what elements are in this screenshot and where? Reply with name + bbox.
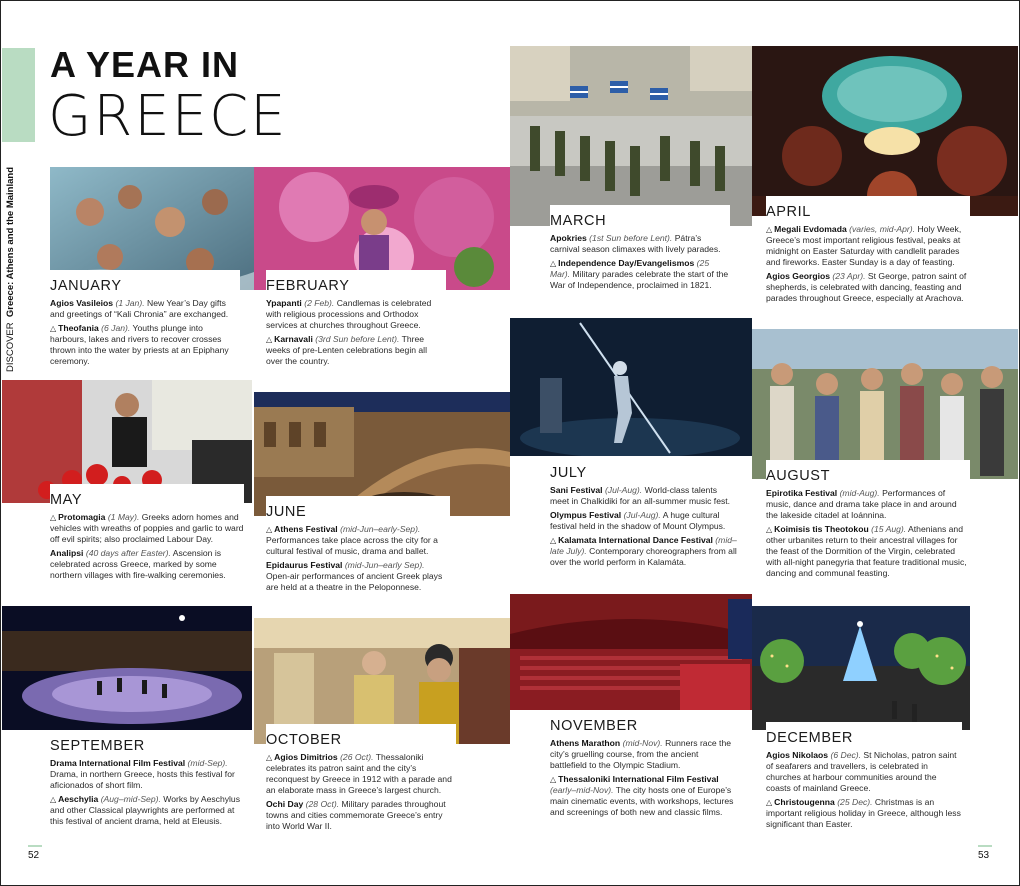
festival-name: Sani Festival: [550, 485, 603, 495]
festival-name: Drama International Film Festival: [50, 758, 186, 768]
festival-description: Youths plunge into harbours, lakes and rivers to recover crosses thrown into the water by priests at an Epiphany ceremony.: [50, 323, 229, 366]
festival-entry: [50, 548, 244, 581]
festival-entry: [766, 524, 970, 579]
festival-date: (28 Oct).: [305, 799, 340, 809]
festival-description: Military parades celebrate the start of the War of Independence, proclaimed in 1821.: [550, 269, 729, 290]
festival-description: Christmas is an important religious holiday in Greece, although less significant than Easter.: [766, 797, 961, 829]
festival-description: Performances of music, dance and drama take place in and around the lakeside citadel at Ioánnina.: [766, 488, 957, 520]
festival-date: (mid-Jun–early-Sep).: [340, 524, 421, 534]
triangle-icon: △: [50, 795, 57, 804]
festival-date: (25 Dec).: [837, 797, 873, 807]
festival-description: Drama, in northern Greece, hosts this festival for aficionados of short film.: [50, 769, 235, 790]
festival-date: (3rd Sun before Lent).: [315, 334, 400, 344]
festival-name: Agios Nikolaos: [766, 750, 829, 760]
festival-date: (varies, mid-Apr).: [849, 224, 916, 234]
festival-date: (26 Oct).: [340, 752, 374, 762]
month-february: [266, 270, 446, 370]
festival-description: Ascension is celebrated across Greece, marked by some northern villages with fire-walking ceremonies.: [50, 548, 226, 580]
month-heading: MAY: [50, 492, 83, 508]
festival-name: Kalamata International Dance Festival: [558, 535, 713, 545]
triangle-icon: △: [266, 753, 273, 762]
photo-april-easter: [752, 46, 1018, 216]
triangle-icon: △: [266, 525, 273, 534]
festival-description: Performances take place across the city for a cultural festival of music, drama and ballet.: [266, 535, 438, 556]
festival-name: Theofania: [58, 323, 99, 333]
festival-name: Megali Evdomada: [774, 224, 847, 234]
month-heading: DECEMBER: [766, 730, 853, 746]
festival-name: Olympus Festival: [550, 510, 622, 520]
month-april: [766, 196, 970, 307]
month-heading: APRIL: [766, 204, 811, 220]
festival-entry: [266, 334, 446, 367]
side-running-head: [5, 132, 16, 372]
month-december: [766, 722, 962, 833]
festival-name: Ypapanti: [266, 298, 302, 308]
side-label-region: Greece: Athens and the Mainland: [5, 167, 16, 318]
festival-name: Karnavali: [274, 334, 313, 344]
festival-description: World-class talents meet in Chalkidiki for an all-summer music fest.: [550, 485, 731, 506]
festival-entry: [550, 258, 730, 291]
festival-name: Athens Marathon: [550, 738, 621, 748]
triangle-icon: △: [766, 525, 773, 534]
title-line-1: A YEAR IN: [50, 44, 240, 85]
festival-name: Apokries: [550, 233, 587, 243]
month-heading: JULY: [550, 465, 587, 481]
festival-entry: [766, 750, 962, 794]
month-september: [50, 734, 244, 830]
festival-date: (6 Jan).: [101, 323, 131, 333]
page-number-right: 53: [978, 850, 990, 861]
festival-description: Contemporary choreographers from all over the world perform in Kalamáta.: [550, 546, 737, 567]
festival-entry: [266, 752, 456, 796]
side-label-discover: DISCOVER: [5, 322, 16, 372]
festival-entry: [550, 510, 738, 532]
festival-name: Analipsi: [50, 548, 84, 558]
festival-date: (25 Mar).: [550, 258, 710, 279]
triangle-icon: △: [766, 798, 773, 807]
festival-entry: [50, 512, 244, 545]
festival-date: (6 Dec).: [830, 750, 862, 760]
photo-november-film: [510, 594, 752, 710]
festival-date: (15 Aug).: [871, 524, 907, 534]
festival-entry: [266, 298, 446, 331]
festival-description: The city hosts one of Europe’s main cinematic events, with workshops, lectures and screenings of both new and classic films.: [550, 785, 734, 817]
title-line-2: GREECE: [48, 84, 288, 149]
festival-entry: [766, 224, 970, 268]
festival-description: St Nicholas, patron saint of seafarers and travellers, is celebrated in churches at harbour communities around the coasts of mainland Greece.: [766, 750, 957, 793]
month-heading: SEPTEMBER: [50, 738, 145, 754]
festival-entry: [550, 738, 736, 771]
month-heading: FEBRUARY: [266, 278, 350, 294]
festival-entry: [50, 794, 244, 827]
green-tab-marker: [2, 48, 35, 142]
month-march: [550, 205, 730, 294]
festival-entry: [50, 323, 240, 367]
month-october: [266, 724, 456, 835]
month-november: [550, 710, 736, 821]
festival-date: (mid-Jun–early Sep).: [344, 560, 425, 570]
festival-entry: [550, 774, 736, 818]
festival-description: Open-air performances of ancient Greek plays are held at a theatre in the Peloponnese.: [266, 571, 443, 592]
triangle-icon: △: [50, 324, 57, 333]
festival-description: A huge cultural festival held in the shadow of Mount Olympus.: [550, 510, 726, 531]
festival-entry: [266, 560, 450, 593]
festival-date: (Jul-Aug).: [604, 485, 643, 495]
month-january: [50, 270, 240, 370]
month-heading: JUNE: [266, 504, 307, 520]
festival-date: (mid-Nov).: [622, 738, 663, 748]
festival-name: Epirotika Festival: [766, 488, 838, 498]
festival-entry: [550, 535, 738, 568]
month-heading: NOVEMBER: [550, 718, 638, 734]
festival-name: Agios Georgios: [766, 271, 830, 281]
festival-name: Koimisis tis Theotokou: [774, 524, 869, 534]
festival-name: Protomagia: [58, 512, 106, 522]
month-heading: JANUARY: [50, 278, 122, 294]
festival-description: Pátra’s carnival season climaxes with lively parades.: [550, 233, 721, 254]
month-heading: MARCH: [550, 213, 607, 229]
month-heading: OCTOBER: [266, 732, 342, 748]
festival-description: Candlemas is celebrated with religious processions and Orthodox services at churches throughout Greece.: [266, 298, 432, 330]
festival-date: (23 Apr).: [832, 271, 866, 281]
triangle-icon: △: [50, 513, 57, 522]
festival-description: Athenians and other urbanites return to their ancestral villages for the feast of the Dormition of the Virgin, celebrated with all-night panegyria that feature traditional music, dancing and communal feasting.: [766, 524, 967, 578]
triangle-icon: △: [266, 335, 273, 344]
month-may: [50, 484, 244, 584]
festival-name: Christougenna: [774, 797, 835, 807]
festival-description: St George, patron saint of shepherds, is celebrated with dancing, feasting and parades throughout Greece, especially at Arachova.: [766, 271, 967, 303]
festival-entry: [550, 233, 730, 255]
festival-name: Agios Vasileios: [50, 298, 114, 308]
photo-august-dancing: [752, 329, 1018, 479]
triangle-icon: △: [766, 225, 773, 234]
festival-description: Works by Aeschylus and other Classical playwrights are performed at this festival of ancient drama, held at Eleusis.: [50, 794, 241, 826]
month-july: [550, 457, 738, 571]
festival-entry: [266, 799, 456, 832]
page-number-bar-right: [978, 845, 992, 847]
festival-description: New Year’s Day gifts and greetings of “Kali Chronia” are exchanged.: [50, 298, 229, 319]
page-number-left: 52: [28, 850, 40, 861]
festival-date: (40 days after Easter).: [85, 548, 171, 558]
festival-description: Three weeks of pre-Lenten celebrations begin all over the country.: [266, 334, 427, 366]
festival-entry: [50, 298, 240, 320]
month-heading: AUGUST: [766, 468, 831, 484]
festival-date: (mid-Aug).: [839, 488, 880, 498]
festival-date: (1 May).: [107, 512, 140, 522]
festival-description: Military parades throughout towns and cities commemorate Greece’s entry into World War II.: [266, 799, 446, 831]
page-number-bar-left: [28, 845, 42, 847]
festival-description: Runners race the city’s gruelling course, from the ancient battlefield to the Olympic Stadium.: [550, 738, 731, 770]
festival-description: Holy Week, Greece’s most important religious festival, peaks at midnight on Easter Saturday with candlelit parades and fireworks. Easter Sunday is a day of feasting.: [766, 224, 962, 267]
festival-entry: [266, 524, 450, 557]
photo-march-parade: [510, 46, 752, 226]
festival-date: (Jul-Aug).: [623, 510, 661, 520]
festival-name: Thessaloniki International Film Festival: [558, 774, 719, 784]
festival-entry: [766, 271, 970, 304]
photo-december-christmas: [752, 606, 970, 730]
festival-date: (1 Jan).: [115, 298, 145, 308]
festival-description: Greeks adorn homes and vehicles with wreaths of poppies and garlic to ward off evil spirits; also proclaimed Labour Day.: [50, 512, 244, 544]
photo-july-dance: [510, 318, 752, 456]
festival-date: (early–mid-Nov).: [550, 785, 614, 795]
festival-date: (2 Feb).: [304, 298, 335, 308]
festival-entry: [550, 485, 738, 507]
month-august: [766, 460, 970, 582]
festival-name: Independence Day/Evangelismos: [558, 258, 695, 268]
festival-date: (Aug–mid-Sep).: [100, 794, 161, 804]
photo-september-drama: [2, 606, 252, 730]
festival-name: Agios Dimitrios: [274, 752, 338, 762]
festival-entry: [766, 797, 962, 830]
festival-date: (mid-Sep).: [187, 758, 228, 768]
festival-entry: [766, 488, 970, 521]
festival-name: Ochi Day: [266, 799, 304, 809]
festival-name: Athens Festival: [274, 524, 338, 534]
triangle-icon: △: [550, 536, 557, 545]
festival-name: Epidaurus Festival: [266, 560, 343, 570]
triangle-icon: △: [550, 259, 557, 268]
festival-entry: [50, 758, 244, 791]
festival-description: Thessaloniki celebrates its patron saint and the city’s reconquest by Greece in 1912 with a parade and an elaborate mass in Greece’s largest church.: [266, 752, 452, 795]
festival-date: (mid–late July).: [550, 535, 737, 556]
month-june: [266, 496, 450, 596]
triangle-icon: △: [550, 775, 557, 784]
festival-date: (1st Sun before Lent).: [589, 233, 673, 243]
festival-name: Aeschylia: [58, 794, 99, 804]
